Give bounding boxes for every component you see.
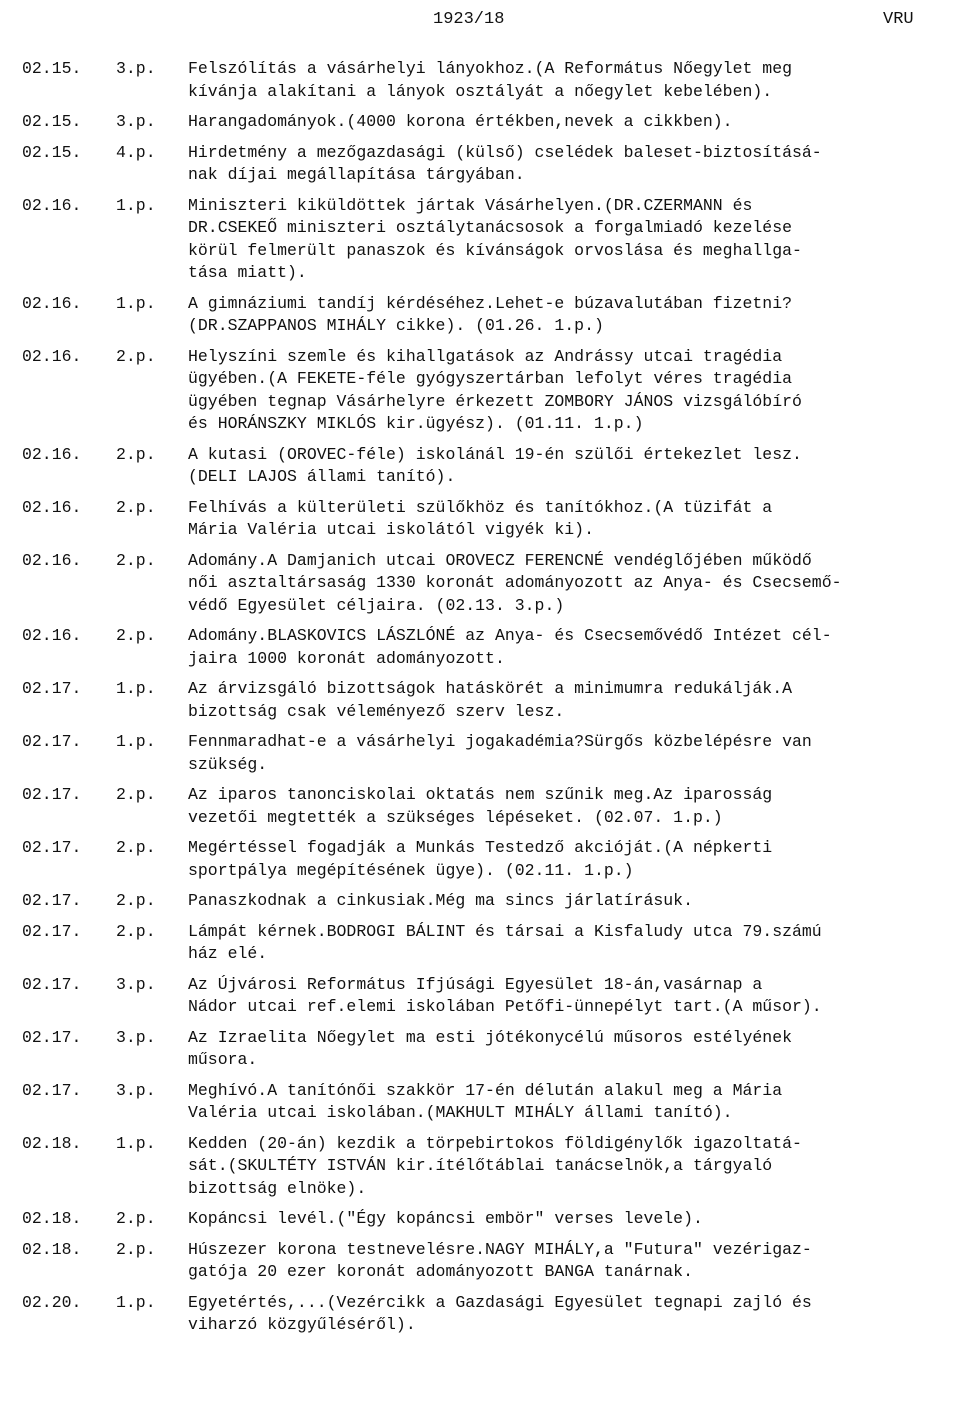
entry-page: 2.p. xyxy=(116,497,156,517)
list-item xyxy=(0,1080,960,1125)
entry-text: Adomány.A Damjanich utcai OROVECZ FERENCNÉ vendéglőjében működő női asztaltársaság 1330 koronát adományozott az Anya- és Csecsemő- védő Egyesület céljaira. (02.13. 3.p.) xyxy=(188,550,842,615)
entry-text: Miniszteri kiküldöttek jártak Vásárhelyen.(DR.CZERMANN és DR.CSEKEŐ miniszteri osztálytanácsosok a forgalmiadó kezelése körül felmerült panaszok és kívánságok orvoslása és meghallga- tása miatt). xyxy=(188,195,802,282)
entry-date: 02.16. xyxy=(22,346,82,366)
list-item xyxy=(0,921,960,966)
entry-page: 2.p. xyxy=(116,838,156,857)
entry-text: Az Izraelita Nőegylet ma esti jótékonycélú műsoros estélyének műsora. xyxy=(188,1027,792,1069)
list-item xyxy=(0,550,960,618)
entry-text: Megértéssel fogadják a Munkás Testedző akcióját.(A népkerti sportpálya megépítésének ügye). (02.11. 1.p.) xyxy=(188,838,773,880)
entry-date: 02.16. xyxy=(22,195,82,215)
entry-text: Harangadományok.(4000 korona értékben,nevek a cikkben). xyxy=(188,112,733,131)
list-item xyxy=(0,1292,960,1337)
entry-date: 02.18. xyxy=(22,1209,82,1228)
entry-text: Adomány.BLASKOVICS LÁSZLÓNÉ az Anya- és Csecsemővédő Intézet cél- jaira 1000 koronát adományozott. xyxy=(188,626,832,668)
entry-date: 02.16. xyxy=(22,444,82,464)
entry-text: Az iparos tanonciskolai oktatás nem szűnik meg.Az iparosság vezetői megtették a szükséges lépéseket. (02.07. 1.p.) xyxy=(188,785,773,827)
entry-date: 02.15. xyxy=(22,112,82,131)
entry-date: 02.16. xyxy=(22,550,82,570)
list-item xyxy=(0,444,960,489)
list-item xyxy=(0,1133,960,1201)
entry-text: Húszezer korona testnevelésre.NAGY MIHÁLY,a "Futura" vezérigaz- gatója 20 ezer koronát adományozott BANGA tanárnak. xyxy=(188,1239,812,1281)
entry-date: 02.20. xyxy=(22,1292,82,1312)
entry-date: 02.17. xyxy=(22,921,82,941)
entry-text: Felszólítás a vásárhelyi lányokhoz.(A Református Nőegylet meg kívánja alakítani a lányok osztályát a nőegylet kebelében). xyxy=(188,59,792,101)
entry-page: 3.p. xyxy=(116,59,156,78)
entry-page: 3.p. xyxy=(116,974,156,994)
entry-date: 02.15. xyxy=(22,59,82,78)
entry-page: 1.p. xyxy=(116,732,156,751)
entry-date: 02.17. xyxy=(22,679,82,698)
entry-page: 2.p. xyxy=(116,444,156,464)
entry-text: Egyetértés,...(Vezércikk a Gazdasági Egyesület tegnapi zajló és viharzó közgyűléséről). xyxy=(188,1292,812,1334)
entry-text: Hirdetmény a mezőgazdasági (külső) cselédek baleset-biztosításá- nak díjai megállapítása tárgyában. xyxy=(188,142,822,184)
list-item xyxy=(0,497,960,542)
entry-page: 2.p. xyxy=(116,921,156,941)
entry-date: 02.17. xyxy=(22,1080,82,1100)
entry-page: 2.p. xyxy=(116,1239,156,1259)
list-item xyxy=(0,974,960,1019)
entry-text: Fennmaradhat-e a vásárhelyi jogakadémia?Sürgős közbelépésre van szükség. xyxy=(188,732,812,774)
page-title: 1923/18 xyxy=(433,10,505,29)
entry-date: 02.16. xyxy=(22,293,82,313)
entry-date: 02.17. xyxy=(22,732,82,751)
entry-date: 02.18. xyxy=(22,1133,82,1153)
list-item xyxy=(0,678,960,723)
list-item xyxy=(0,837,960,882)
page-header xyxy=(0,10,960,32)
entry-date: 02.16. xyxy=(22,626,82,645)
entry-page: 4.p. xyxy=(116,142,156,162)
entry-date: 02.17. xyxy=(22,838,82,857)
entry-text: Kopáncsi levél.("Égy kopáncsi embör" verses levele). xyxy=(188,1209,703,1228)
archive-code: VRU xyxy=(883,10,914,29)
list-item xyxy=(0,625,960,670)
entry-list xyxy=(0,58,960,1345)
list-item xyxy=(0,195,960,285)
list-item xyxy=(0,142,960,187)
entry-date: 02.17. xyxy=(22,891,82,910)
entry-page: 3.p. xyxy=(116,112,156,131)
entry-text: Helyszíni szemle és kihallgatások az Andrássy utcai tragédia ügyében.(A FEKETE-féle gyógyszertárban lefolyt véres tragédia ügyében tegnap Vásárhelyre érkezett ZOMBORY JÁNOS vizsgálóbíró és HORÁNSZKY MIKLÓS kir.ügyész). (01.11. 1.p.) xyxy=(188,346,802,433)
entry-page: 1.p. xyxy=(116,1292,156,1312)
list-item xyxy=(0,111,960,134)
entry-text: A gimnáziumi tandíj kérdéséhez.Lehet-e búzavalutában fizetni? (DR.SZAPPANOS MIHÁLY cikke). (01.26. 1.p.) xyxy=(188,293,792,335)
entry-text: A kutasi (OROVEC-féle) iskolánál 19-én szülői értekezlet lesz. (DELI LAJOS állami tanító). xyxy=(188,444,802,486)
entry-page: 2.p. xyxy=(116,1209,156,1228)
entry-page: 3.p. xyxy=(116,1027,156,1047)
entry-text: Kedden (20-án) kezdik a törpebirtokos földigénylők igazoltatá- sát.(SKULTÉTY ISTVÁN kir.ítélőtáblai tanácselnök,a tárgyaló bizottság elnöke). xyxy=(188,1133,802,1198)
entry-date: 02.15. xyxy=(22,142,82,162)
entry-text: Az Újvárosi Református Ifjúsági Egyesület 18-án,vasárnap a Nádor utcai ref.elemi iskolában Petőfi-ünnepélyt tart.(A műsor). xyxy=(188,974,822,1016)
entry-text: Meghívó.A tanítónői szakkör 17-én délután alakul meg a Mária Valéria utcai iskolában.(MAKHULT MIHÁLY állami tanító). xyxy=(188,1080,783,1122)
entry-text: Felhívás a külterületi szülőkhöz és tanítókhoz.(A tüzifát a Mária Valéria utcai iskolától vigyék ki). xyxy=(188,497,773,539)
list-item xyxy=(0,1027,960,1072)
list-item xyxy=(0,58,960,103)
entry-page: 2.p. xyxy=(116,785,156,804)
entry-date: 02.16. xyxy=(22,497,82,517)
list-item xyxy=(0,1239,960,1284)
list-item xyxy=(0,784,960,829)
list-item xyxy=(0,293,960,338)
entry-page: 2.p. xyxy=(116,550,156,570)
entry-page: 1.p. xyxy=(116,195,156,215)
entry-text: Az árvizsgáló bizottságok hatáskörét a minimumra redukálják.A bizottság csak véleményező szerv lesz. xyxy=(188,679,792,721)
entry-page: 2.p. xyxy=(116,891,156,910)
entry-date: 02.17. xyxy=(22,1027,82,1047)
entry-page: 1.p. xyxy=(116,1133,156,1153)
entry-date: 02.18. xyxy=(22,1239,82,1259)
entry-date: 02.17. xyxy=(22,785,82,804)
entry-page: 1.p. xyxy=(116,679,156,698)
list-item xyxy=(0,731,960,776)
entry-page: 1.p. xyxy=(116,293,156,313)
list-item xyxy=(0,1208,960,1231)
entry-date: 02.17. xyxy=(22,974,82,994)
entry-page: 3.p. xyxy=(116,1080,156,1100)
list-item xyxy=(0,346,960,436)
entry-page: 2.p. xyxy=(116,626,156,645)
entry-page: 2.p. xyxy=(116,346,156,366)
entry-text: Panaszkodnak a cinkusiak.Még ma sincs járlatírásuk. xyxy=(188,891,693,910)
list-item xyxy=(0,890,960,913)
entry-text: Lámpát kérnek.BODROGI BÁLINT és társai a Kisfaludy utca 79.számú ház elé. xyxy=(188,921,822,963)
